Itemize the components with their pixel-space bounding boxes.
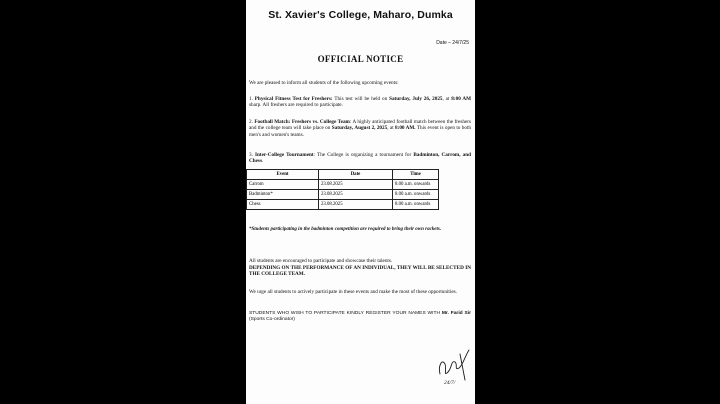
table-cell-time: 8.00 a.m. onwards bbox=[393, 190, 439, 200]
table-cell-date: 23.08.2025 bbox=[319, 200, 393, 210]
table-row bbox=[247, 190, 439, 200]
table-cell-date: 23.08.2025 bbox=[319, 180, 393, 190]
table-cell-event: Badminton* bbox=[247, 190, 319, 200]
column-header-date: Date bbox=[319, 170, 393, 180]
notice-title: OFFICIAL NOTICE bbox=[317, 54, 404, 64]
event-2-paragraph bbox=[249, 119, 471, 138]
selection-text: DEPENDING ON THE PERFORMANCE OF AN INDIVIDUAL, THEY WILL BE SELECTED IN THE COLLEGE TEAM. bbox=[249, 265, 471, 278]
event-3-post: . bbox=[261, 158, 264, 165]
event-2-mid: , at bbox=[387, 125, 396, 132]
signature-date: 24/7/ bbox=[444, 380, 456, 386]
event-2-time: 8:00 AM. bbox=[395, 125, 416, 132]
table-row bbox=[247, 200, 439, 210]
table-cell-event: Chess bbox=[247, 200, 319, 210]
column-header-event: Event bbox=[247, 170, 319, 180]
encourage-text: All students are encouraged to participate and showcase their talents. bbox=[249, 258, 393, 264]
intro-text: We are pleased to inform all students of the following upcoming events: bbox=[249, 80, 399, 86]
event-3-games: Badminton, Carrom, and Chess bbox=[249, 152, 471, 165]
table-cell-date: 23.08.2025 bbox=[319, 190, 393, 200]
table-header-row bbox=[247, 170, 439, 180]
notice-page bbox=[246, 0, 475, 404]
notice-date: Date – 24/7/25 bbox=[436, 40, 469, 46]
table-row bbox=[247, 180, 439, 190]
event-1-time: 8:00 AM bbox=[451, 96, 472, 102]
college-name: St. Xavier's College, Maharo, Dumka bbox=[268, 9, 453, 21]
event-3-label: Inter-College Tournament bbox=[254, 152, 314, 158]
event-3-pre: : The College is organizing a tournament for bbox=[313, 152, 414, 158]
urge-text: We urge all students to actively participate in these events and make the most of these opportunities. bbox=[249, 289, 457, 295]
event-2-pre: : A highly anticipated football match between the freshers and the college team will take place on bbox=[249, 119, 472, 132]
event-2-post: This event is open to both men's and women's teams. bbox=[249, 125, 471, 138]
signature bbox=[436, 344, 472, 386]
column-header-time: Time bbox=[393, 170, 439, 180]
register-text: STUDENTS WHO WISH TO PARTICIPATE KINDLY REGISTER YOUR NAMES WITH bbox=[249, 311, 442, 316]
table-cell-time: 8.00 a.m. onwards bbox=[393, 200, 439, 210]
coordinator-name: Mr. Farid Sir bbox=[441, 311, 471, 316]
event-3-paragraph bbox=[249, 152, 471, 165]
event-2-number: 2. bbox=[249, 119, 253, 125]
event-1-paragraph bbox=[249, 96, 471, 109]
event-2-label: Football Match: Freshers vs. College Team bbox=[254, 119, 350, 125]
badminton-note: *Students participating in the badminton competition are required to bring their own rackets. bbox=[249, 227, 442, 232]
event-1-number: 1. bbox=[249, 96, 253, 102]
register-paragraph bbox=[249, 311, 471, 324]
events-table bbox=[246, 169, 439, 210]
event-2-date: Saturday, August 2, 2025 bbox=[331, 125, 388, 132]
event-1-pre: This test will be held on bbox=[332, 96, 390, 102]
coordinator-role: (Sports Co-ordinator) bbox=[249, 317, 295, 323]
event-3-number: 3. bbox=[249, 152, 253, 158]
event-1-mid: , at bbox=[442, 96, 452, 102]
event-1-label: Physical Fitness Test for Freshers: bbox=[254, 96, 333, 102]
event-1-date: Saturday, July 26, 2025 bbox=[389, 96, 443, 102]
table-cell-event: Carrom bbox=[247, 180, 319, 190]
event-1-post: sharp. All freshers are required to participate. bbox=[249, 102, 343, 109]
table-cell-time: 8.00 a.m. onwards bbox=[393, 180, 439, 190]
